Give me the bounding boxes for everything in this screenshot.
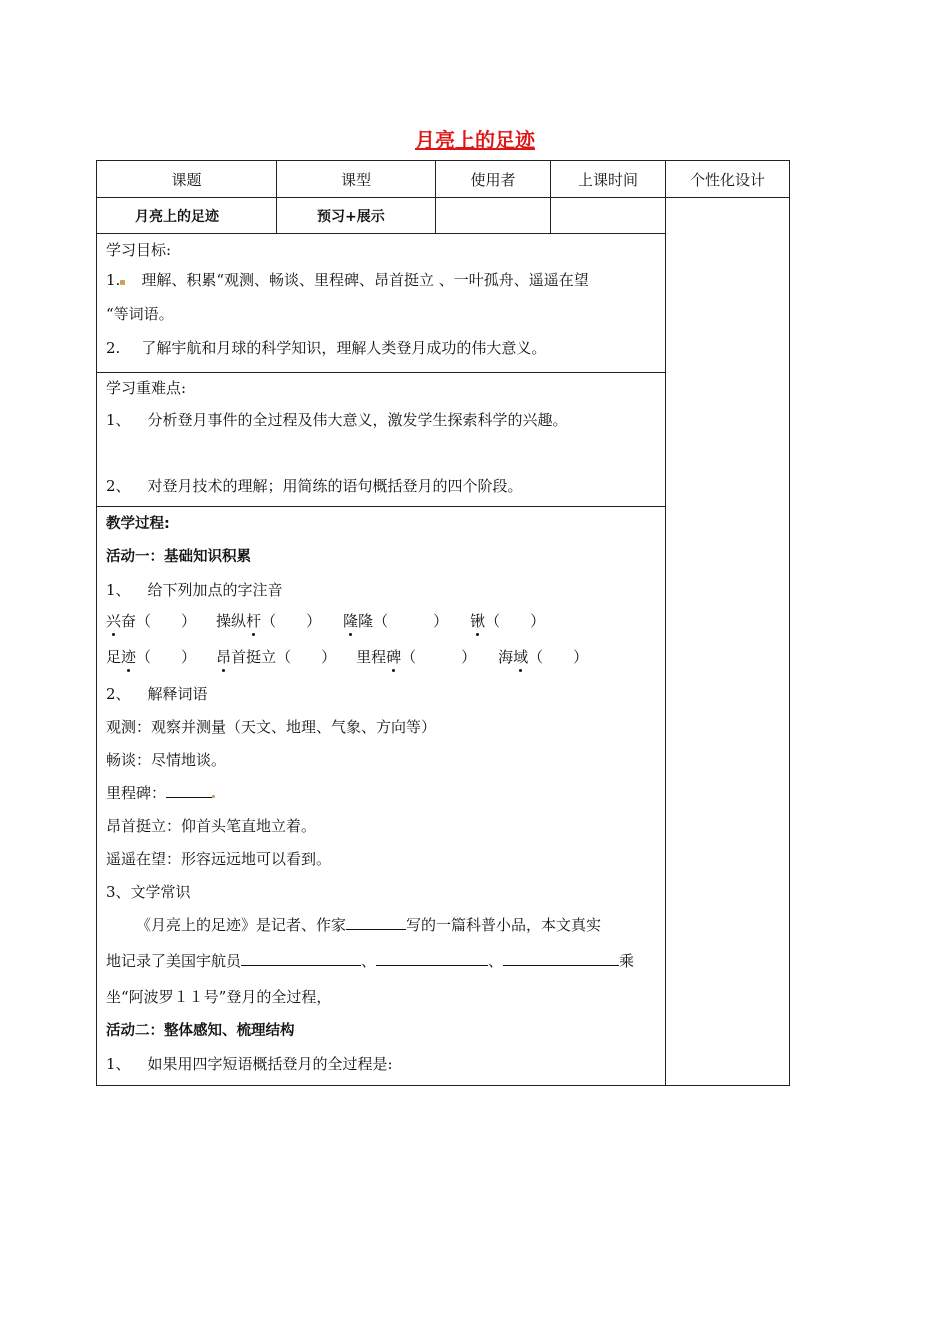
pinyin-blank: （ ） xyxy=(276,648,337,666)
dotted-char: 锹 xyxy=(470,612,486,630)
pinyin-blank: （ ） xyxy=(401,648,477,666)
question-2-text: 解释词语 xyxy=(147,685,208,703)
dotted-char: 隆 xyxy=(343,612,359,630)
pinyin-row-2: 足迹（ ） 昂首挺立（ ） 里程碑（ ） 海域（ ） xyxy=(106,648,589,666)
header-user: 使用者 xyxy=(436,161,551,198)
info-type: 预习+展示 xyxy=(277,198,436,234)
header-type: 课型 xyxy=(277,161,436,198)
author-blank xyxy=(346,915,406,930)
info-user xyxy=(436,198,551,234)
definition-in-sight: 遥遥在望：形容远远地可以看到。 xyxy=(106,850,332,868)
key-points-heading: 学习重难点: xyxy=(106,379,187,397)
process-section: 教学过程: 活动一：基础知识积累 1、 给下列加点的字注音 兴奋（ ） 操纵杆（ ） 隆隆（ ） 锹（ ） 足迹（ ） 昂首挺立（ ） 里程碑（ ） 海域（ ） 2、 解释词语 观测：观察并测量（天文、地理、气象、方向等） 畅谈：尽情地谈。 里程碑： 昂首挺立：仰首头笔直地立着。 遥遥在望：形容远远地可以看到。 3、文学常识 《月亮上的足迹》是记者、作家 写的一篇科普小品，本文真实 地记录了美国宇航员 、 、 乘 坐“阿波罗１１号”登月的全过程， 活动二：整体感知、梳理结构 1、 如果用四字短语概括登月的全过程是: xyxy=(97,507,665,1078)
lesson-plan-table xyxy=(96,160,790,1086)
dotted-char: 杆 xyxy=(246,612,262,630)
definition-milestone: 里程碑： xyxy=(106,784,167,802)
pinyin-blank: （ ） xyxy=(485,612,546,630)
dotted-char: 兴 xyxy=(106,612,122,630)
dotted-char: 域 xyxy=(513,648,529,666)
definition-head-high: 昂首挺立：仰首头笔直地立着。 xyxy=(106,817,317,835)
info-topic: 月亮上的足迹 xyxy=(97,198,277,234)
goal-2-text: 了解宇航和月球的科学知识，理解人类登月成功的伟大意义。 xyxy=(141,339,547,357)
definition-observe: 观测：观察并测量（天文、地理、气象、方向等） xyxy=(106,718,437,736)
astronaut-blank-1 xyxy=(241,951,361,966)
goal-1-continuation: “等词语。 xyxy=(106,305,174,323)
answer-blank xyxy=(166,783,212,798)
dotted-char: 迹 xyxy=(121,648,137,666)
question-4-text: 如果用四字短语概括登月的全过程是: xyxy=(147,1055,393,1073)
activity-2-heading: 活动二：整体感知、梳理结构 xyxy=(106,1023,295,1039)
header-topic: 课题 xyxy=(97,161,277,198)
document-title: 月亮上的足迹 xyxy=(415,128,535,152)
literature-text-3: 坐“阿波罗１１号”登月的全过程， xyxy=(106,988,332,1006)
pinyin-blank: （ ） xyxy=(528,648,589,666)
info-row xyxy=(97,198,790,234)
astronaut-blank-3 xyxy=(503,951,619,966)
header-row xyxy=(97,161,790,198)
key-points-section xyxy=(97,373,665,500)
literature-text-1b: 写的一篇科普小品，本文真实 xyxy=(406,916,602,934)
process-heading: 教学过程: xyxy=(106,516,170,532)
key-point-1-number: 1、 xyxy=(106,411,131,429)
ink-mark xyxy=(212,795,215,798)
astronaut-blank-2 xyxy=(376,951,488,966)
goal-1-text: 理解、积累“观测、畅谈、里程碑、昂首挺立 、一叶孤舟、遥遥在望 xyxy=(141,271,589,289)
definition-chat: 畅谈：尽情地谈。 xyxy=(106,751,227,769)
goal-1-number: 1. xyxy=(106,271,121,289)
pinyin-blank: （ ） xyxy=(136,612,197,630)
activity-1-heading: 活动一：基础知识积累 xyxy=(106,549,251,565)
literature-text-2b: 乘 xyxy=(619,952,635,970)
goals-heading: 学习目标: xyxy=(106,241,172,259)
pinyin-blank: （ ） xyxy=(261,612,322,630)
key-point-2-text: 对登月技术的理解；用简练的语句概括登月的四个阶段。 xyxy=(147,477,523,495)
goal-2-number: 2. xyxy=(106,339,121,357)
pinyin-blank: （ ） xyxy=(373,612,449,630)
pinyin-blank: （ ） xyxy=(136,648,197,666)
literature-text-2a: 地记录了美国宇航员 xyxy=(106,952,242,970)
question-1-number: 1、 xyxy=(106,581,131,599)
dotted-char: 昂 xyxy=(216,648,232,666)
question-2-number: 2、 xyxy=(106,685,131,703)
literature-text-1a: 《月亮上的足迹》是记者、作家 xyxy=(136,916,347,934)
pinyin-row-1: 兴奋（ ） 操纵杆（ ） 隆隆（ ） 锹（ ） xyxy=(106,612,546,630)
question-3-heading: 3、文学常识 xyxy=(106,883,191,901)
goals-section xyxy=(97,234,665,362)
key-point-1-text: 分析登月事件的全过程及伟大意义，激发学生探索科学的兴趣。 xyxy=(147,411,568,429)
question-1-text: 给下列加点的字注音 xyxy=(147,581,283,599)
dotted-char: 碑 xyxy=(386,648,402,666)
question-4-number: 1、 xyxy=(106,1055,131,1073)
header-time: 上课时间 xyxy=(551,161,666,198)
personal-design-column xyxy=(666,198,790,1086)
key-point-2-number: 2、 xyxy=(106,477,131,495)
header-personal-design: 个性化设计 xyxy=(666,161,790,198)
info-time xyxy=(551,198,666,234)
ink-mark xyxy=(120,280,125,285)
